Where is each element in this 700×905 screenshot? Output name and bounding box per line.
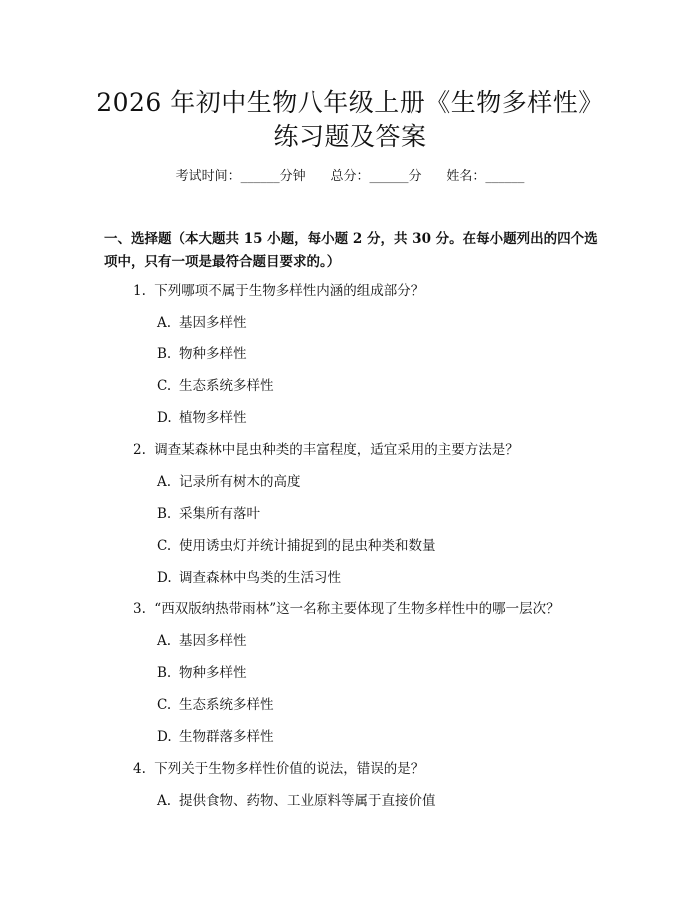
option-text: 生物群落多样性 (179, 729, 274, 745)
option-text: 使用诱虫灯并统计捕捉到的昆虫种类和数量 (179, 538, 436, 554)
option-3b (157, 664, 247, 682)
option-text: 物种多样性 (179, 346, 247, 362)
option-text: 记录所有树木的高度 (179, 474, 301, 490)
option-2b (157, 505, 260, 523)
option-text: 基因多样性 (179, 315, 247, 331)
option-1a (157, 314, 247, 332)
question-2 (133, 441, 519, 459)
name-label: 姓名： (446, 169, 486, 184)
option-1d (157, 409, 247, 427)
option-letter: D. (157, 410, 172, 426)
option-letter: B. (157, 506, 172, 522)
section-heading-line-2: 项中，只有一项是最符合题目要求的。） (104, 254, 341, 270)
option-4a (157, 792, 436, 810)
option-2d (157, 569, 341, 587)
option-text: 生态系统多样性 (179, 378, 274, 394)
question-text: “西双版纳热带雨林”这一名称主要体现了生物多样性中的哪一层次？ (154, 601, 560, 617)
option-text: 植物多样性 (179, 410, 247, 426)
question-text: 调查某森林中昆虫种类的丰富程度，适宜采用的主要方法是？ (154, 442, 519, 458)
time-unit: 分钟 (279, 169, 306, 184)
option-letter: D. (157, 729, 172, 745)
question-number: 1. (133, 283, 146, 299)
document-title-line-1: 2026 年初中生物八年级上册《生物多样性》 (96, 88, 604, 117)
section-heading-line-1: 一、选择题（本大题共 15 小题，每小题 2 分，共 30 分。在每小题列出的四个选 (104, 231, 598, 247)
document-title-line-2: 练习题及答案 (273, 122, 427, 151)
section-heading (104, 228, 624, 274)
option-1c (157, 377, 274, 395)
option-letter: D. (157, 570, 172, 586)
question-number: 2. (133, 442, 146, 458)
option-letter: C. (157, 538, 172, 554)
time-blank: ______ (240, 169, 280, 184)
option-text: 基因多样性 (179, 633, 247, 649)
score-blank: ______ (369, 169, 409, 184)
question-number: 4. (133, 761, 146, 777)
question-1 (133, 282, 424, 300)
option-text: 提供食物、药物、工业原料等属于直接价值 (179, 793, 436, 809)
option-text: 调查森林中鸟类的生活习性 (179, 570, 341, 586)
option-3c (157, 696, 274, 714)
question-3 (133, 600, 560, 618)
option-letter: A. (157, 633, 172, 649)
option-2a (157, 473, 301, 491)
option-letter: C. (157, 697, 172, 713)
question-number: 3. (133, 601, 146, 617)
exam-info-line (0, 168, 700, 186)
question-text: 下列哪项不属于生物多样性内涵的组成部分？ (154, 283, 425, 299)
name-blank: ______ (485, 169, 525, 184)
question-4 (133, 760, 424, 778)
option-letter: A. (157, 474, 172, 490)
time-label: 考试时间： (175, 169, 241, 184)
option-3d (157, 728, 274, 746)
score-label: 总分： (330, 169, 370, 184)
option-letter: B. (157, 346, 172, 362)
question-text: 下列关于生物多样性价值的说法，错误的是？ (154, 761, 425, 777)
option-letter: C. (157, 378, 172, 394)
option-letter: B. (157, 665, 172, 681)
option-text: 生态系统多样性 (179, 697, 274, 713)
option-2c (157, 537, 436, 555)
score-unit: 分 (408, 169, 422, 184)
option-1b (157, 345, 247, 363)
option-text: 采集所有落叶 (179, 506, 260, 522)
option-letter: A. (157, 793, 172, 809)
option-letter: A. (157, 315, 172, 331)
option-3a (157, 632, 247, 650)
option-text: 物种多样性 (179, 665, 247, 681)
